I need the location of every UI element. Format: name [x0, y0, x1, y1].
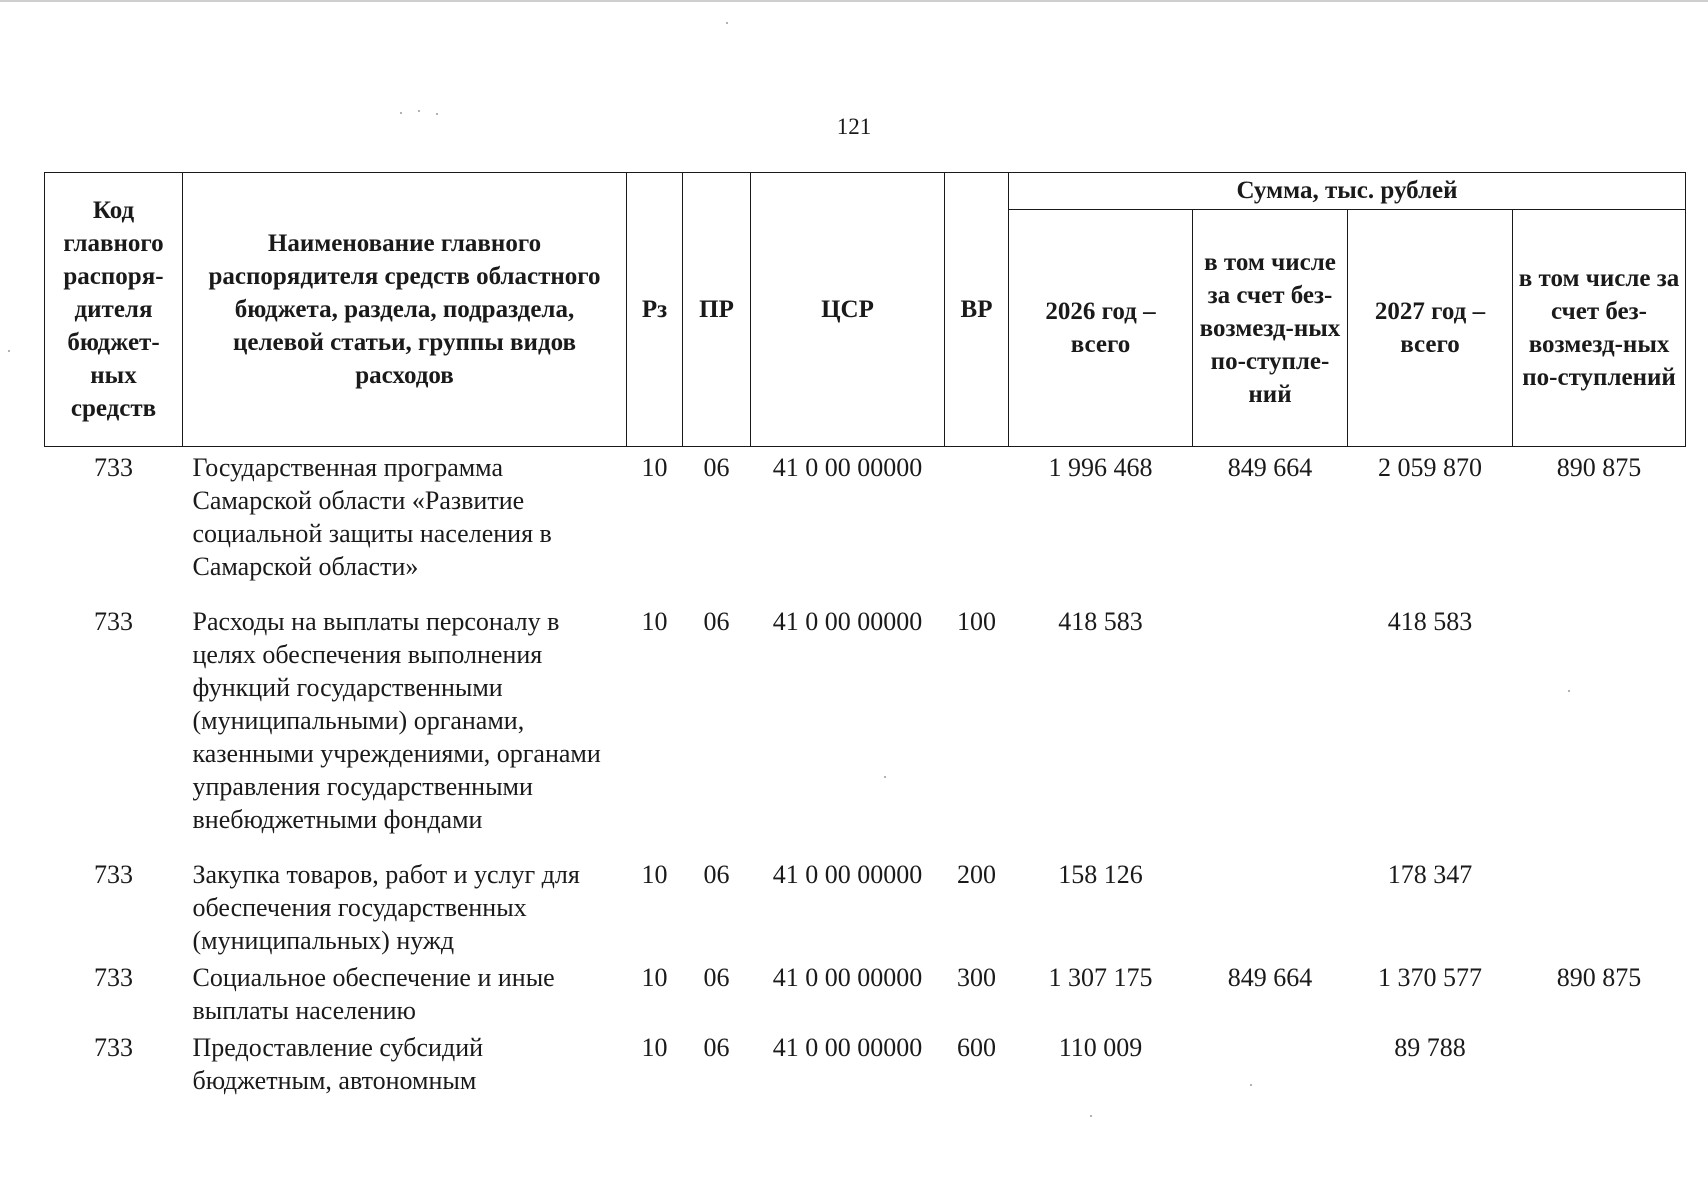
- cell-vr: 100: [957, 607, 996, 636]
- cell-name: Социальное обеспечение и иные выплаты населению: [192, 963, 555, 1025]
- table-body: [45, 447, 1686, 1098]
- cell-csr: 41 0 00 00000: [772, 607, 923, 636]
- cell-2026-total: 110 009: [1058, 1033, 1143, 1062]
- header-2027-total: 2027 год – всего: [1348, 210, 1513, 447]
- cell-rz: 10: [641, 963, 668, 992]
- scan-edge-line: [0, 0, 1708, 2]
- cell-csr: 41 0 00 00000: [772, 860, 923, 889]
- table-row: [45, 447, 1686, 602]
- cell-name: Расходы на выплаты персоналу в целях обеспечения выполнения функций государственными (муниципальными) органами, казенными учреждениями, органами управления государственными внебюджетными фондами: [192, 607, 601, 834]
- cell-2026-gratuitous: 849 664: [1227, 963, 1313, 992]
- cell-code: 733: [94, 963, 133, 992]
- header-rz: Рз: [627, 173, 683, 447]
- cell-vr: [945, 447, 1009, 602]
- table-row: [45, 957, 1686, 1027]
- scan-speck: [1568, 690, 1570, 692]
- cell-2027-total: 1 370 577: [1378, 963, 1482, 992]
- header-code: Код главного распоря-дителя бюджет-ных средств: [45, 173, 183, 447]
- cell-2026-gratuitous: [1193, 601, 1348, 854]
- cell-2027-gratuitous: 890 875: [1556, 963, 1642, 992]
- table-header: [45, 173, 1686, 447]
- table-row: [45, 601, 1686, 854]
- cell-vr: 200: [957, 860, 996, 889]
- budget-table: [44, 172, 1686, 1097]
- scan-speck: [884, 776, 886, 778]
- cell-2027-gratuitous: [1513, 601, 1686, 854]
- cell-code: 733: [94, 860, 133, 889]
- cell-name: Закупка товаров, работ и услуг для обеспечения государственных (муниципальных) нужд: [192, 860, 580, 955]
- cell-2027-gratuitous: [1513, 854, 1686, 957]
- cell-code: 733: [94, 607, 133, 636]
- cell-2027-total: 418 583: [1387, 607, 1473, 636]
- cell-pr: 06: [703, 607, 730, 636]
- page-number: 121: [836, 114, 872, 139]
- cell-code: 733: [94, 453, 133, 482]
- cell-2026-gratuitous: 849 664: [1227, 453, 1313, 482]
- cell-csr: 41 0 00 00000: [772, 453, 923, 482]
- cell-csr: 41 0 00 00000: [772, 963, 923, 992]
- cell-pr: 06: [703, 1033, 730, 1062]
- header-2027-gratuitous: в том числе за счет без-возмезд-ных по-ступлений: [1513, 210, 1686, 447]
- cell-2026-total: 1 996 468: [1048, 453, 1153, 482]
- header-2026-total: 2026 год – всего: [1009, 210, 1193, 447]
- cell-2027-total: 89 788: [1394, 1033, 1466, 1062]
- cell-pr: 06: [703, 860, 730, 889]
- cell-rz: 10: [641, 453, 668, 482]
- header-name: Наименование главного распорядителя средств областного бюджета, раздела, подраздела, целевой статьи, группы видов расходов: [183, 173, 627, 447]
- header-2026-gratuitous: в том числе за счет без-возмезд-ных по-ступле-ний: [1193, 210, 1348, 447]
- cell-name: Предоставление субсидий бюджетным, автономным: [192, 1033, 484, 1095]
- header-sum-group: Сумма, тыс. рублей: [1009, 173, 1686, 210]
- cell-vr: 600: [957, 1033, 996, 1062]
- cell-2026-total: 1 307 175: [1048, 963, 1153, 992]
- cell-pr: 06: [703, 453, 730, 482]
- cell-pr: 06: [703, 963, 730, 992]
- cell-rz: 10: [641, 607, 668, 636]
- cell-2026-total: 418 583: [1058, 607, 1143, 636]
- header-vr: ВР: [945, 173, 1009, 447]
- scan-speck: [726, 22, 728, 24]
- scan-speck: [418, 110, 420, 112]
- scan-speck: [400, 112, 402, 114]
- cell-rz: 10: [641, 860, 668, 889]
- header-pr: ПР: [683, 173, 751, 447]
- cell-2027-total: 2 059 870: [1378, 453, 1482, 482]
- cell-2027-gratuitous: 890 875: [1556, 453, 1642, 482]
- scan-speck: [436, 113, 438, 115]
- table-row: [45, 1027, 1686, 1097]
- scan-speck: [1250, 1084, 1252, 1086]
- cell-code: 733: [94, 1033, 133, 1062]
- cell-2027-total: 178 347: [1387, 860, 1473, 889]
- scan-speck: [8, 350, 10, 352]
- header-csr: ЦСР: [751, 173, 945, 447]
- cell-2026-gratuitous: [1193, 854, 1348, 957]
- cell-vr: 300: [957, 963, 996, 992]
- cell-2027-gratuitous: [1513, 1027, 1686, 1097]
- table-row: [45, 854, 1686, 957]
- cell-2026-total: 158 126: [1058, 860, 1143, 889]
- cell-2026-gratuitous: [1193, 1027, 1348, 1097]
- scan-speck: [1090, 1115, 1092, 1117]
- cell-name: Государственная программа Самарской области «Развитие социальной защиты населения в Самарской области»: [192, 453, 552, 581]
- cell-rz: 10: [641, 1033, 668, 1062]
- cell-csr: 41 0 00 00000: [772, 1033, 923, 1062]
